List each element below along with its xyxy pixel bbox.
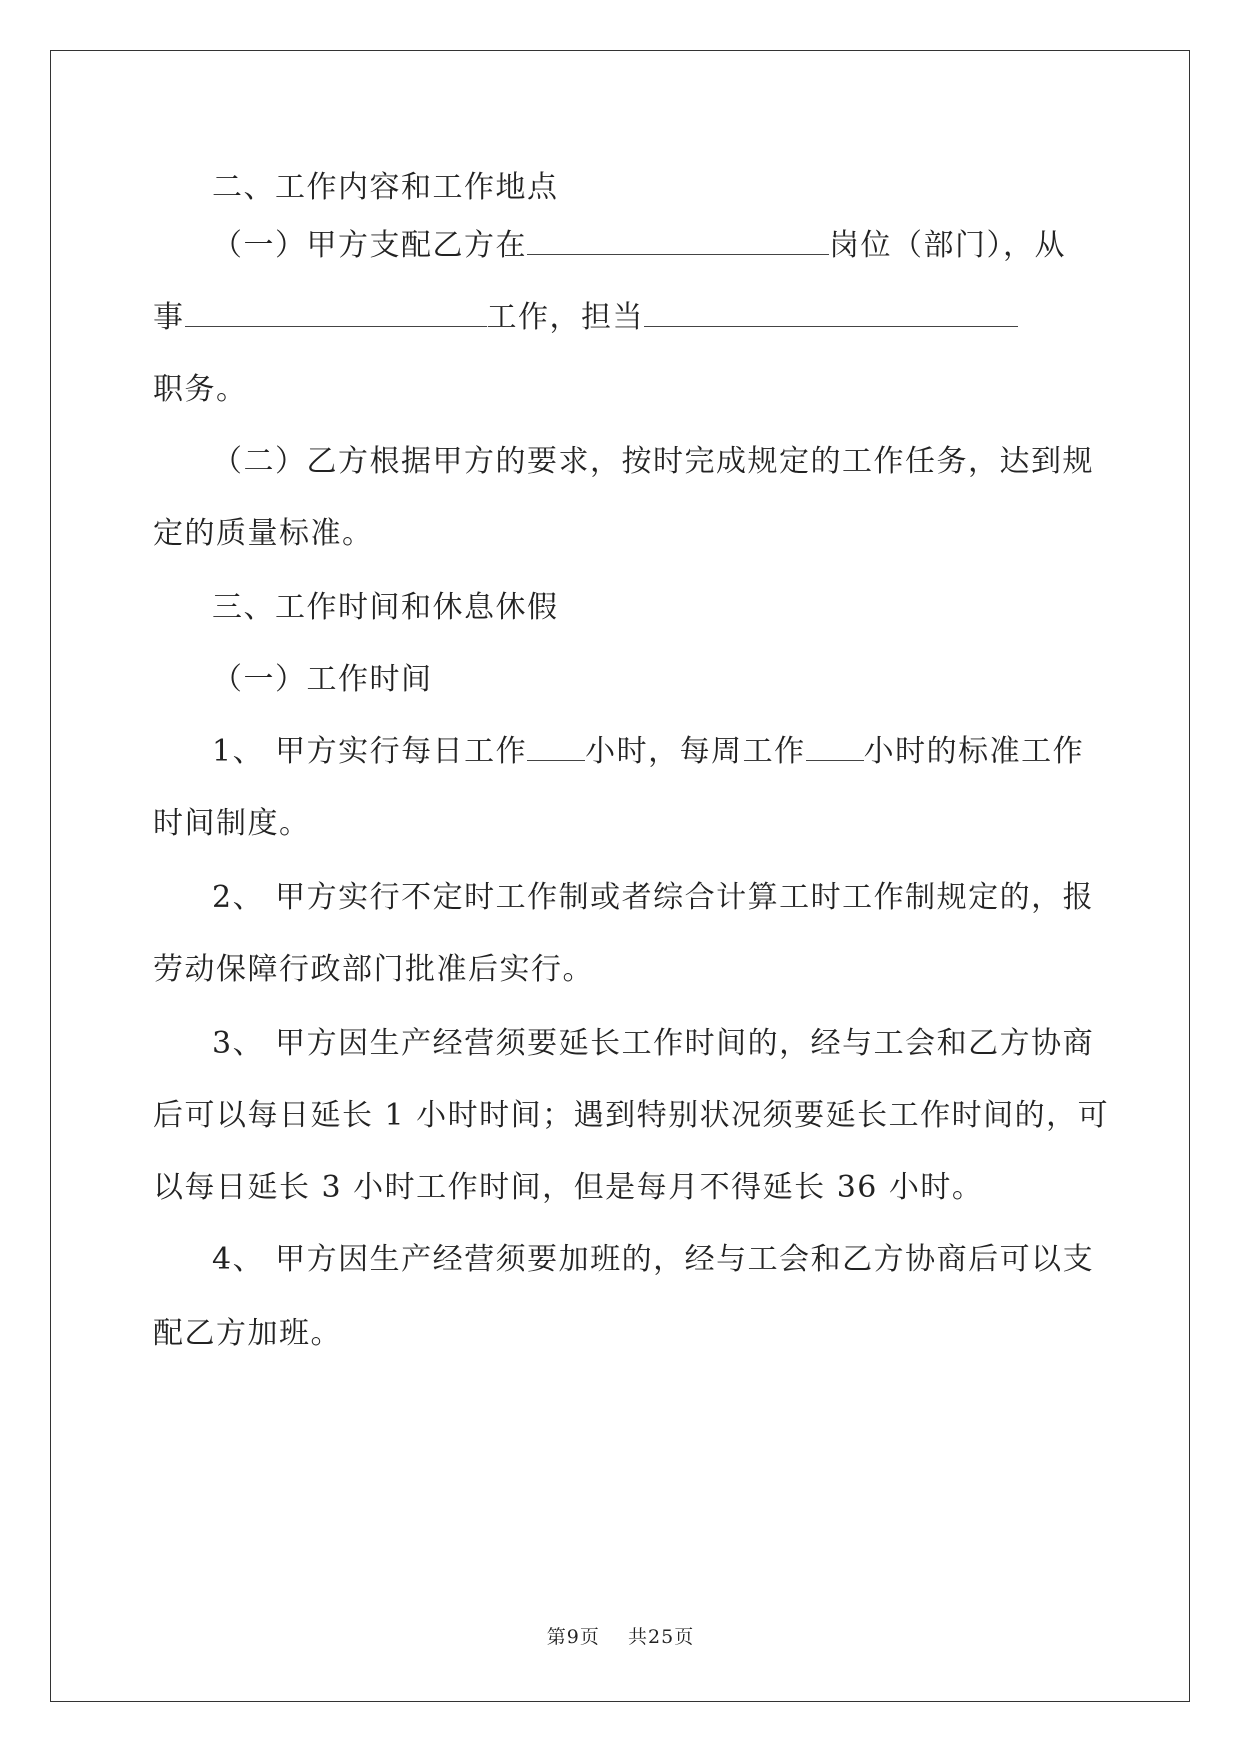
paragraph-line: 以每日延长 3 小时工作时间，但是每月不得延长 36 小时。: [153, 1170, 984, 1205]
paragraph-line: 2、 甲方实行不定时工作制或者综合计算工时工作制规定的，报: [212, 880, 1095, 915]
subsection-heading: （一）工作时间: [212, 662, 433, 697]
text-segment: 事: [153, 300, 185, 335]
page-footer: [0, 1622, 1241, 1649]
paragraph-line: 职务。: [153, 372, 248, 407]
text-segment: 工作，担当: [486, 300, 644, 335]
total-label-suffix: 页: [674, 1626, 695, 1648]
text-segment: 岗位（部门），从: [829, 228, 1066, 263]
section-heading-3: 三、工作时间和休息休假: [212, 590, 559, 625]
paragraph-line: 定的质量标准。: [153, 516, 374, 551]
paragraph-line: [212, 734, 1152, 770]
page-number: 9: [566, 1626, 580, 1648]
blank-field-work[interactable]: [185, 300, 487, 327]
blank-field-title[interactable]: [644, 300, 1018, 327]
text-segment: 1、 甲方实行每日工作: [212, 734, 528, 769]
paragraph-line: [153, 300, 1093, 336]
paragraph-line: （二）乙方根据甲方的要求，按时完成规定的工作任务，达到规: [212, 444, 1094, 479]
paragraph-line: 时间制度。: [153, 806, 311, 841]
total-label-prefix: 共: [628, 1626, 649, 1648]
text-segment: 小时，每周工作: [585, 734, 806, 769]
blank-field-daily-hours[interactable]: [527, 734, 585, 761]
section-heading-2: 二、工作内容和工作地点: [212, 170, 559, 205]
text-segment: （一）甲方支配乙方在: [212, 228, 527, 263]
blank-field-weekly-hours[interactable]: [806, 734, 864, 761]
paragraph-line: 3、 甲方因生产经营须要延长工作时间的，经与工会和乙方协商: [212, 1026, 1095, 1061]
blank-field-position[interactable]: [527, 228, 829, 255]
paragraph-line: 4、 甲方因生产经营须要加班的，经与工会和乙方协商后可以支: [212, 1242, 1095, 1277]
page-label-prefix: 第: [546, 1626, 567, 1648]
page-border: [50, 50, 1190, 1702]
paragraph-line: [212, 228, 1152, 264]
page-label-suffix: 页: [579, 1626, 600, 1648]
total-pages: 25: [648, 1626, 675, 1648]
paragraph-line: 配乙方加班。: [153, 1316, 342, 1351]
paragraph-line: 劳动保障行政部门批准后实行。: [153, 952, 594, 987]
paragraph-line: 后可以每日延长 1 小时时间；遇到特别状况须要延长工作时间的，可: [153, 1098, 1110, 1133]
text-segment: 小时的标准工作: [863, 734, 1085, 769]
